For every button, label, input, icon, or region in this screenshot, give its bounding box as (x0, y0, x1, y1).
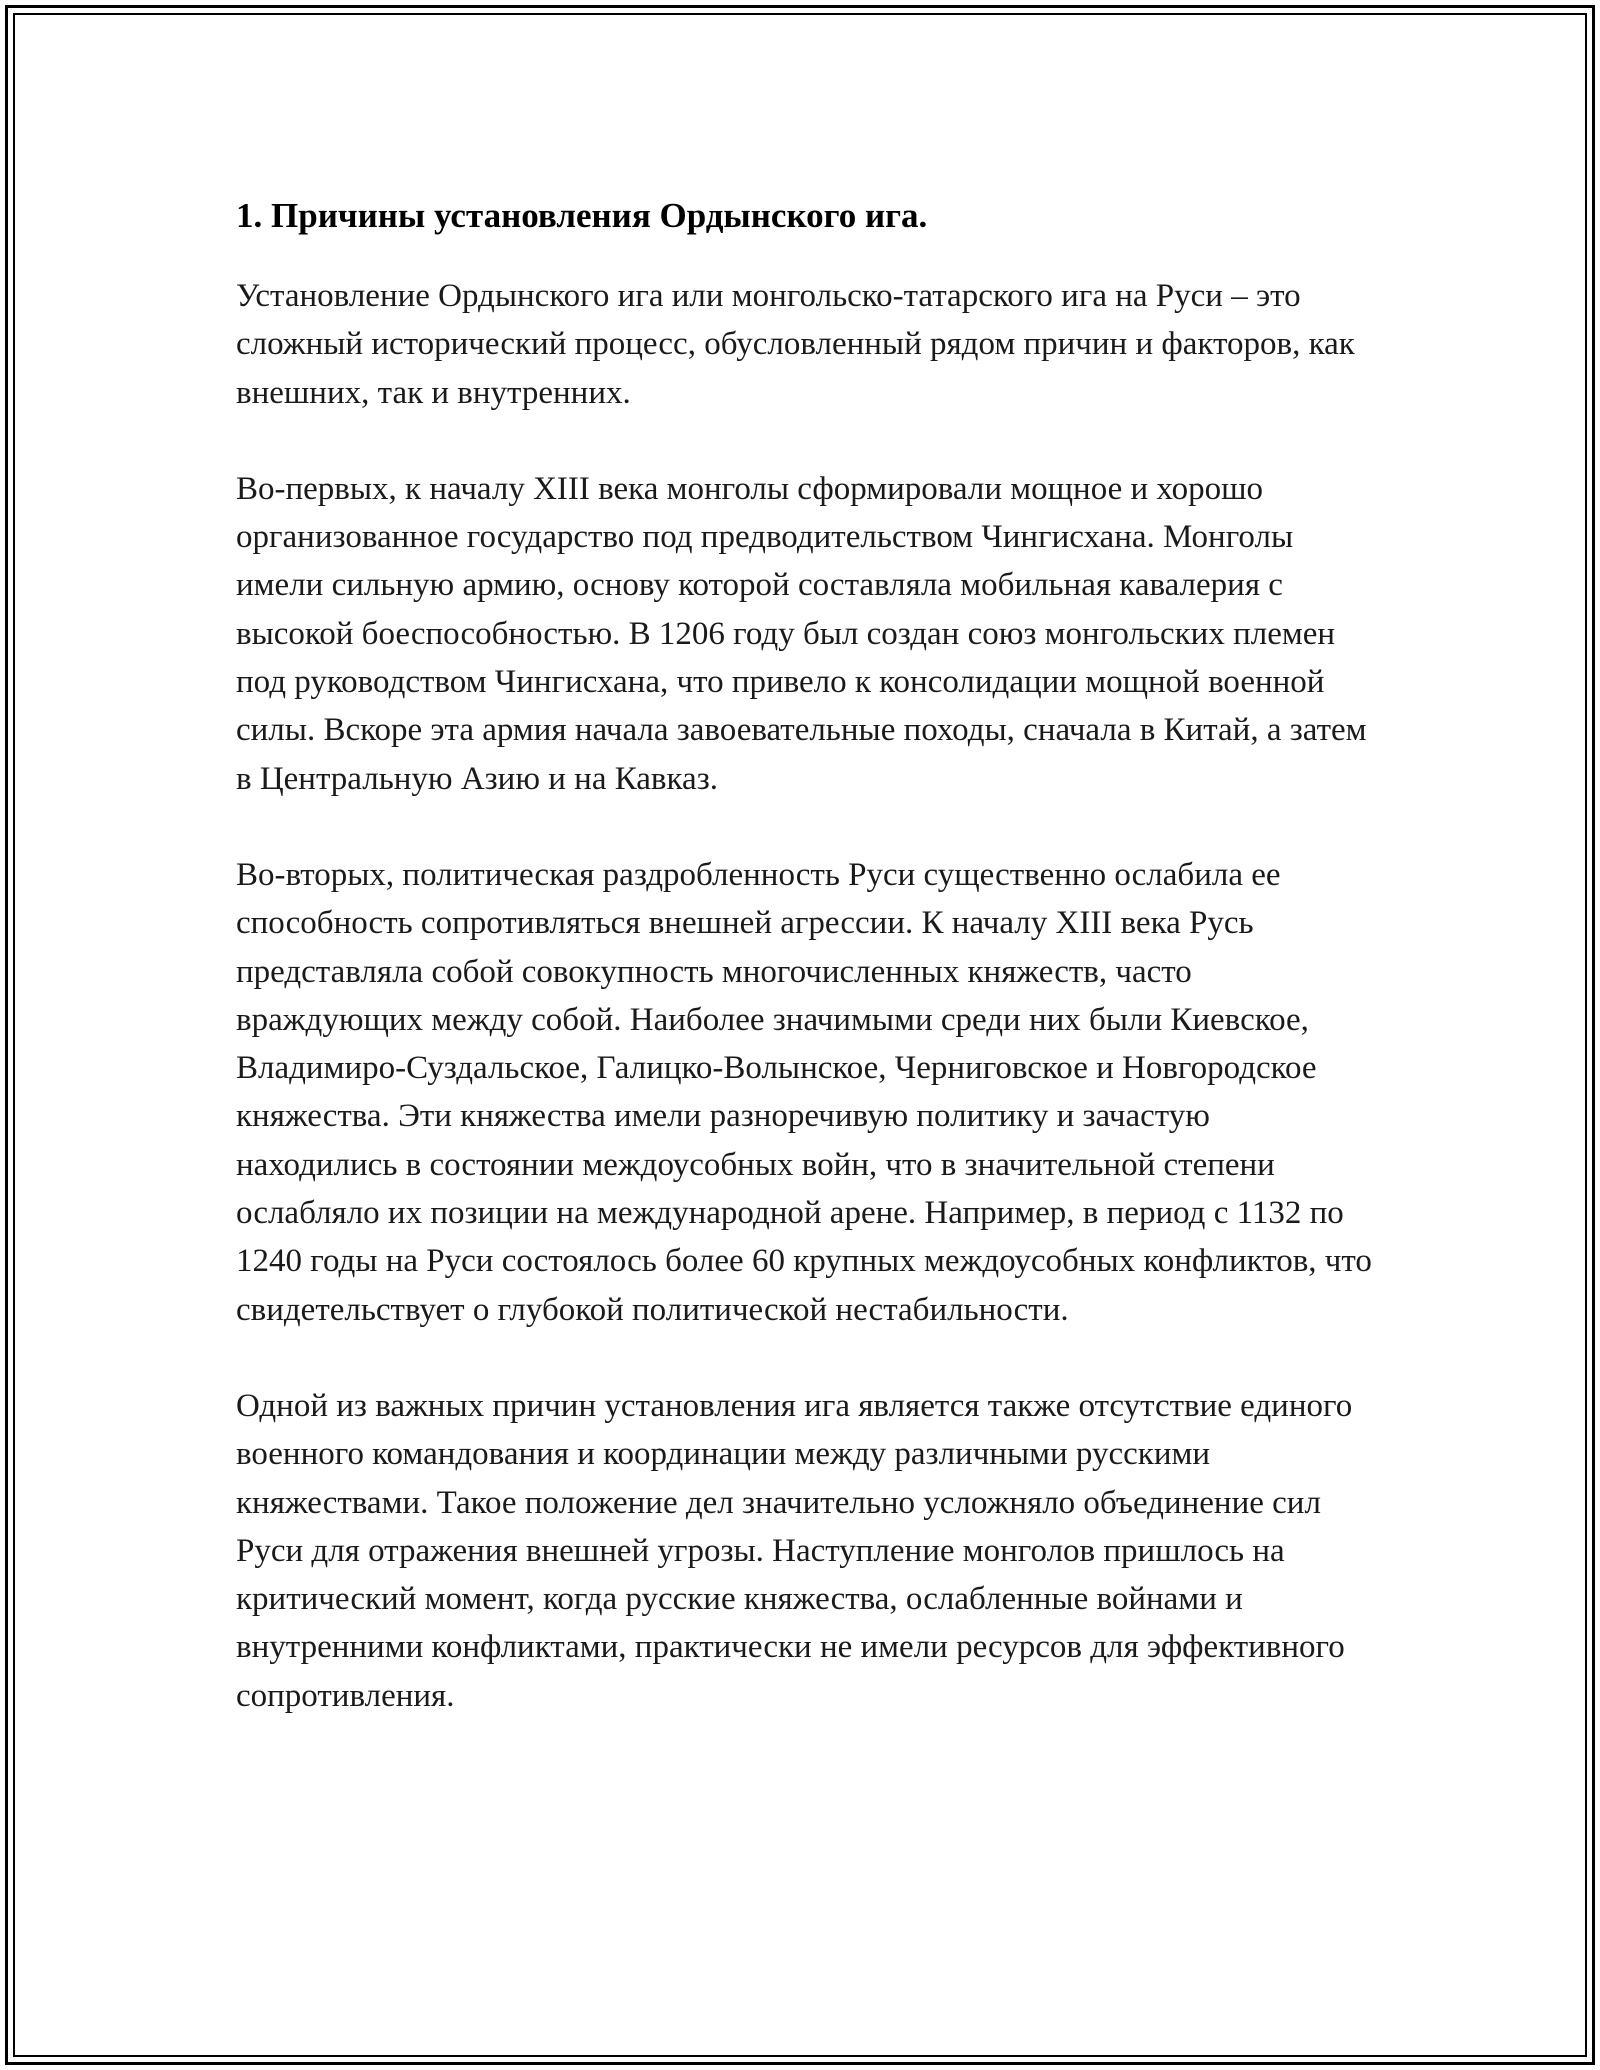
section-heading: 1. Причины установления Ордынского ига. (236, 196, 928, 235)
document-body (236, 188, 1376, 1768)
paragraph-mongol-state: Во-первых, к началу XIII века монголы сформировали мощное и хорошо организованное государство под предводительством Чингисхана. Монголы имели сильную армию, основу которой составляла мобильная кавалерия с высокой боеспособностью. В 1206 году был создан союз монгольских племен под руководством Чингисхана, что привело к консолидации мощной военной силы. Вскоре эта армия начала завоевательные походы, сначала в Китай, а затем в Центральную Азию и на Кавказ. (236, 470, 1367, 797)
paragraph-fragmentation: Во-вторых, политическая раздробленность Руси существенно ослабила ее способность сопротивляться внешней агрессии. К началу XIII века Русь представляла собой совокупность многочисленных княжеств, часто враждующих между собой. Наиболее значимыми среди них были Киевское, Владимиро-Суздальское, Галицко-Волынское, Черниговское и Новгородское княжества. Эти княжества имели разноречивую политику и зачастую находились в состоянии междоусобных войн, что в значительной степени ослабляло их позиции на международной арене. Например, в период с 1132 по 1240 годы на Руси состоялось более 60 крупных междоусобных конфликтов, что свидетельствует о глубокой политической нестабильности. (236, 856, 1372, 1328)
paragraph-intro: Установление Ордынского ига или монгольско-татарского ига на Руси – это сложный исторический процесс, обусловленный рядом причин и факторов, как внешних, так и внутренних. (236, 278, 1355, 411)
paragraph-no-unified-command: Одной из важных причин установления ига является также отсутствие единого военного командования и координации между различными русскими княжествами. Такое положение дел значительно усложняло объединение сил Руси для отражения внешней угрозы. Наступление монголов пришлось на критический момент, когда русские княжества, ослабленные войнами и внутренними конфликтами, практически не имели ресурсов для эффективного сопротивления. (236, 1387, 1353, 1714)
